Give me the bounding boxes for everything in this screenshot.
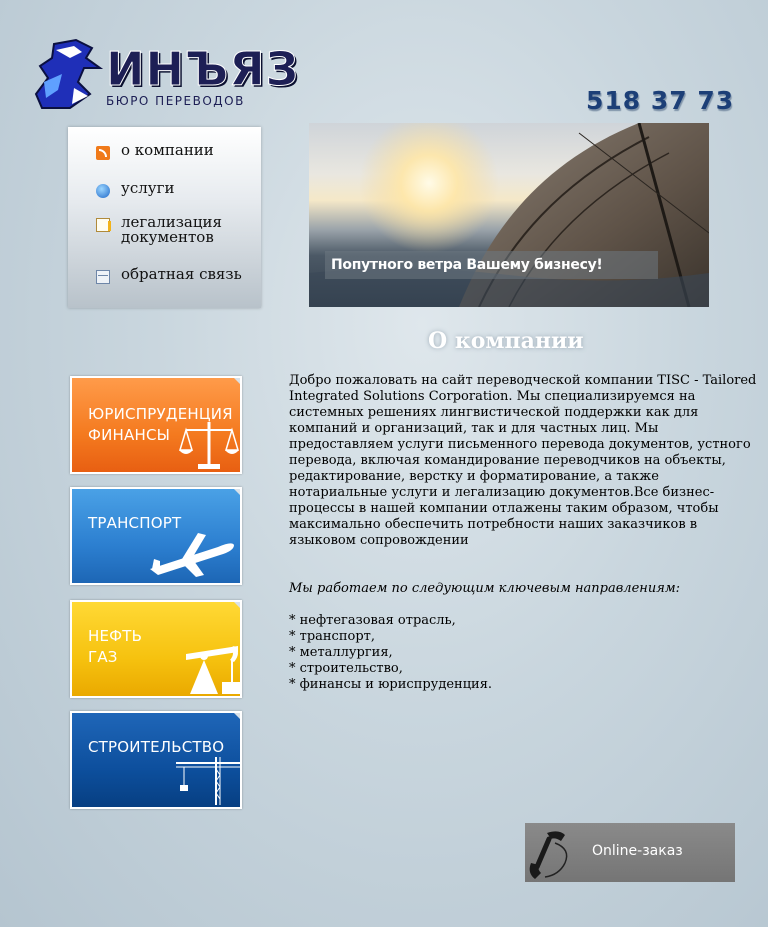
globe-icon	[96, 184, 110, 198]
list-item: * строительство,	[289, 661, 403, 676]
tile-fold	[232, 711, 242, 721]
main-menu	[68, 127, 261, 308]
tile-label: ТРАНСПОРТ	[88, 514, 182, 532]
sailboat-banner	[309, 123, 709, 307]
list-item: * транспорт,	[289, 629, 375, 644]
tile-transport[interactable]	[70, 487, 242, 585]
tile-label: ЮРИСПРУДЕНЦИЯ ФИНАНСЫ	[88, 405, 233, 444]
tile-fold	[232, 487, 242, 497]
directions-list	[289, 613, 757, 693]
rss-icon	[96, 146, 110, 160]
menu-item-label: о компании	[121, 141, 214, 159]
scales-icon	[178, 418, 240, 472]
directions-lead: Мы работаем по следующим ключевым направлениям:	[289, 581, 680, 596]
phone-number: 518 37 73	[586, 86, 735, 115]
airplane-icon	[148, 529, 236, 579]
sailboat-image	[309, 123, 709, 307]
menu-item-feedback[interactable]	[96, 267, 242, 284]
tile-label: НЕФТЬ ГАЗ	[88, 627, 143, 666]
banner-caption: Попутного ветра Вашему бизнесу!	[325, 251, 658, 279]
tile-fold	[232, 600, 242, 610]
online-order-button[interactable]	[525, 823, 735, 882]
crane-icon	[172, 755, 242, 805]
menu-item-services[interactable]	[96, 181, 174, 198]
menu-item-legalization[interactable]	[96, 215, 231, 245]
menu-item-label: обратная связь	[121, 265, 242, 283]
list-item: * металлургия,	[289, 645, 393, 660]
tile-construction[interactable]	[70, 711, 242, 809]
knight-logo-icon	[34, 38, 106, 112]
online-order-label: Online-заказ	[592, 843, 683, 859]
tile-label: СТРОИТЕЛЬСТВО	[88, 738, 225, 756]
tile-law-finance[interactable]	[70, 376, 242, 474]
tile-fold	[232, 376, 242, 386]
main-content	[289, 373, 757, 693]
intro-paragraph: Добро пожаловать на сайт переводческой компании TISC - Tailored Integrated Solutions Corporation. Мы специализируемся на системных решениях лингвистической поддержки как для компаний и организаций, так и для частных лиц. Мы предоставляем услуги письменного перевода документов, устного перевода, включая командирование переводчиков на объекты, редактирование, верстку и форматирование, а также нотариальные услуги и легализацию документов.Все бизнес-процессы в нашей компании отлажены таким образом, чтобы максимально обеспечить потребности наших заказчиков в языковом сопровождении	[289, 373, 757, 548]
logo[interactable]	[34, 38, 300, 112]
document-icon	[96, 218, 110, 232]
list-item: * финансы и юриспруденция.	[289, 677, 493, 692]
mail-icon	[96, 270, 110, 284]
telephone-icon	[525, 829, 575, 881]
tile-oil-gas[interactable]	[70, 600, 242, 698]
logo-subtitle: БЮРО ПЕРЕВОДОВ	[106, 94, 245, 108]
menu-item-label: услуги	[121, 179, 175, 197]
logo-name: ИНЪЯЗ	[106, 42, 300, 96]
menu-item-label: легализация документов	[121, 213, 222, 246]
page-title: О компании	[428, 328, 584, 354]
oil-pump-icon	[182, 636, 242, 696]
list-item: * нефтегазовая отрасль,	[289, 613, 456, 628]
menu-item-about[interactable]	[96, 143, 214, 160]
